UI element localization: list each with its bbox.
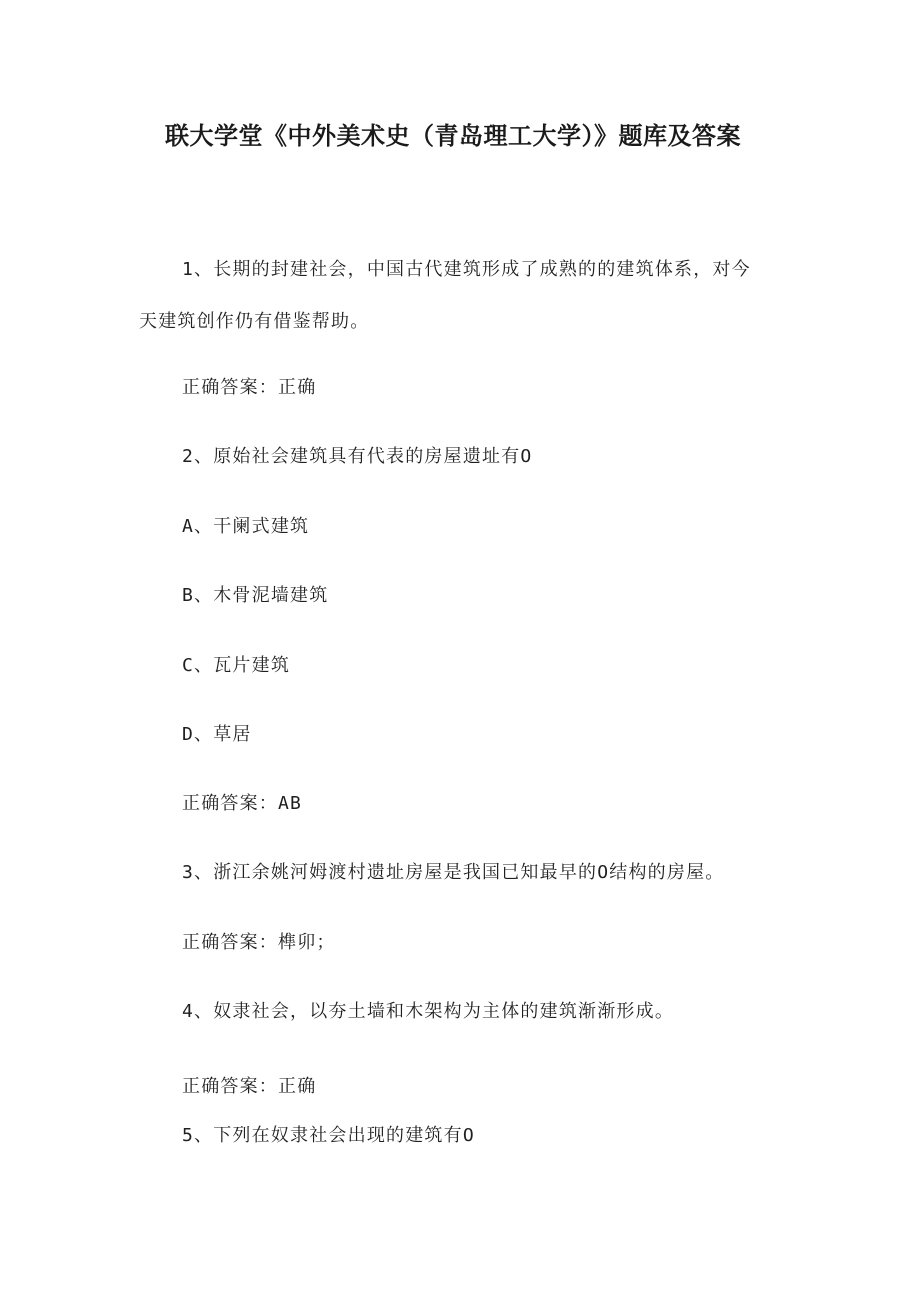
document-title: 联大学堂《中外美术史（青岛理工大学）》题库及答案 — [165, 122, 741, 150]
question-1-answer: 正确答案：正确 — [182, 377, 317, 398]
question-5-stem: 5、下列在奴隶社会出现的建筑有O — [182, 1125, 475, 1146]
question-1-stem-line-1: 1、长期的封建社会，中国古代建筑形成了成熟的的建筑体系，对今 — [182, 259, 751, 280]
question-4-answer: 正确答案：正确 — [182, 1076, 317, 1097]
question-3-answer: 正确答案：榫卯； — [182, 932, 336, 953]
question-2-option-c: C、瓦片建筑 — [182, 655, 291, 676]
question-2-answer: 正确答案：AB — [182, 793, 303, 814]
question-1-stem-line-2: 天建筑创作仍有借鉴帮助。 — [139, 311, 370, 332]
question-2-stem: 2、原始社会建筑具有代表的房屋遗址有O — [182, 446, 533, 467]
question-4-stem: 4、奴隶社会，以夯土墙和木架构为主体的建筑渐渐形成。 — [182, 1001, 675, 1022]
question-2-option-d: D、草居 — [182, 724, 252, 745]
question-2-option-b: B、木骨泥墙建筑 — [182, 585, 329, 606]
question-3-stem: 3、浙江余姚河姆渡村遗址房屋是我国已知最早的O结构的房屋。 — [182, 862, 725, 883]
question-2-option-a: A、干阑式建筑 — [182, 516, 310, 537]
